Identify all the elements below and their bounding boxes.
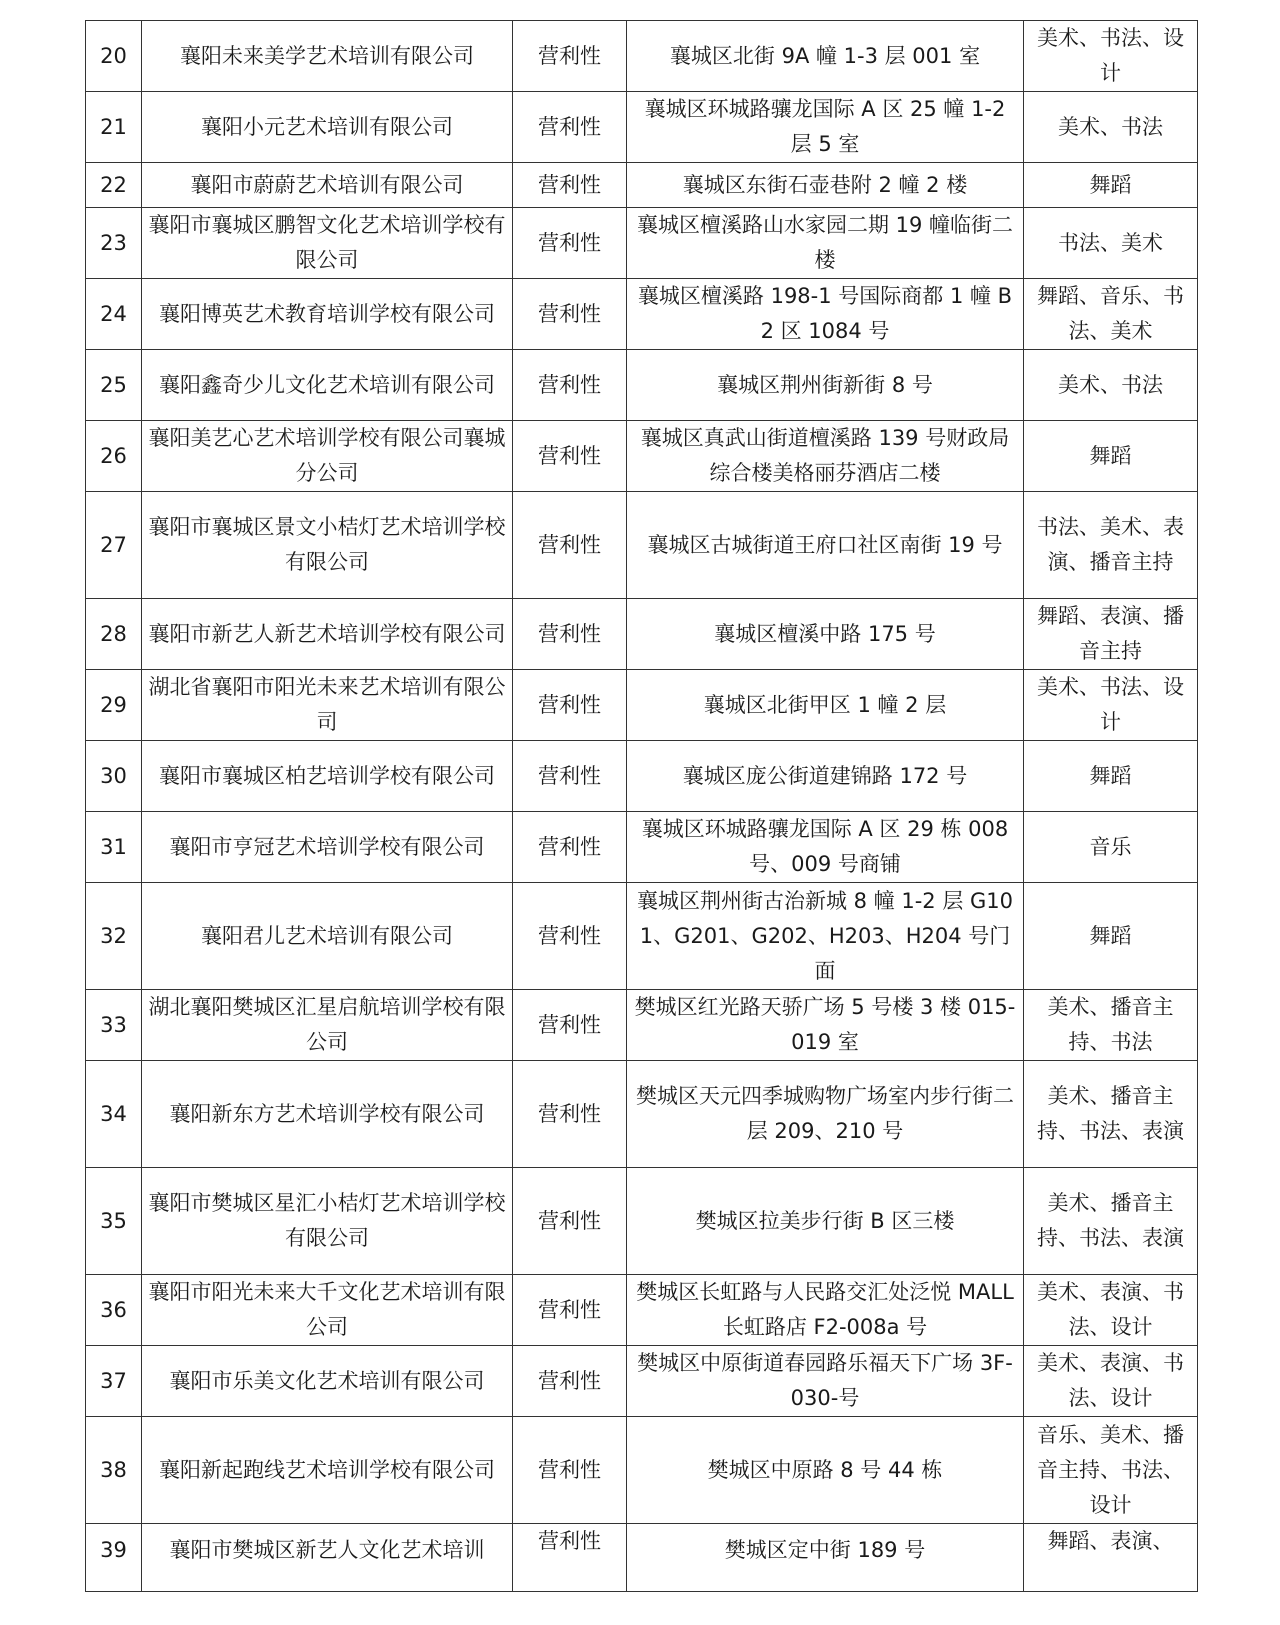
training-category: 美术、书法、设计 bbox=[1024, 21, 1198, 92]
institution-name: 襄阳未来美学艺术培训有限公司 bbox=[142, 21, 513, 92]
institution-name: 襄阳市新艺人新艺术培训学校有限公司 bbox=[142, 599, 513, 670]
table-row bbox=[86, 599, 1198, 670]
institution-name: 湖北省襄阳市阳光未来艺术培训有限公司 bbox=[142, 670, 513, 741]
table-row bbox=[86, 1061, 1198, 1168]
institution-address: 襄城区环城路骧龙国际 A 区 25 幢 1-2 层 5 室 bbox=[627, 92, 1024, 163]
row-number: 37 bbox=[86, 1346, 142, 1417]
row-number: 36 bbox=[86, 1275, 142, 1346]
row-number: 38 bbox=[86, 1417, 142, 1524]
training-category: 美术、播音主持、书法 bbox=[1024, 990, 1198, 1061]
training-category: 舞蹈、表演、播音主持 bbox=[1024, 599, 1198, 670]
institution-type: 营利性 bbox=[513, 990, 627, 1061]
training-category: 书法、美术 bbox=[1024, 208, 1198, 279]
institution-type: 营利性 bbox=[513, 350, 627, 421]
institution-address: 襄城区庞公街道建锦路 172 号 bbox=[627, 741, 1024, 812]
institution-address: 樊城区红光路天骄广场 5 号楼 3 楼 015-019 室 bbox=[627, 990, 1024, 1061]
institution-name: 襄阳市蔚蔚艺术培训有限公司 bbox=[142, 163, 513, 208]
institution-type: 营利性 bbox=[513, 1417, 627, 1524]
institution-type: 营利性 bbox=[513, 1168, 627, 1275]
row-number: 24 bbox=[86, 279, 142, 350]
institution-address: 樊城区天元四季城购物广场室内步行街二层 209、210 号 bbox=[627, 1061, 1024, 1168]
row-number: 22 bbox=[86, 163, 142, 208]
training-category: 美术、表演、书法、设计 bbox=[1024, 1275, 1198, 1346]
training-category: 音乐、美术、播音主持、书法、设计 bbox=[1024, 1417, 1198, 1524]
table-row bbox=[86, 990, 1198, 1061]
table-row bbox=[86, 1346, 1198, 1417]
institution-type: 营利性 bbox=[513, 1275, 627, 1346]
table-body bbox=[86, 21, 1198, 1592]
institution-name: 襄阳市樊城区新艺人文化艺术培训 bbox=[142, 1524, 513, 1592]
row-number: 27 bbox=[86, 492, 142, 599]
institution-type: 营利性 bbox=[513, 208, 627, 279]
institution-name: 襄阳君儿艺术培训有限公司 bbox=[142, 883, 513, 990]
row-number: 30 bbox=[86, 741, 142, 812]
row-number: 39 bbox=[86, 1524, 142, 1592]
training-category: 美术、书法 bbox=[1024, 350, 1198, 421]
row-number: 32 bbox=[86, 883, 142, 990]
institution-type: 营利性 bbox=[513, 492, 627, 599]
row-number: 21 bbox=[86, 92, 142, 163]
training-category: 书法、美术、表演、播音主持 bbox=[1024, 492, 1198, 599]
training-category: 美术、播音主持、书法、表演 bbox=[1024, 1168, 1198, 1275]
row-number: 35 bbox=[86, 1168, 142, 1275]
institution-type: 营利性 bbox=[513, 163, 627, 208]
institution-address: 襄城区荆州街新街 8 号 bbox=[627, 350, 1024, 421]
institution-name: 襄阳新东方艺术培训学校有限公司 bbox=[142, 1061, 513, 1168]
table-row bbox=[86, 1524, 1198, 1592]
table-row bbox=[86, 1417, 1198, 1524]
institution-name: 襄阳博英艺术教育培训学校有限公司 bbox=[142, 279, 513, 350]
training-category: 音乐 bbox=[1024, 812, 1198, 883]
institution-type: 营利性 bbox=[513, 1346, 627, 1417]
table-row bbox=[86, 421, 1198, 492]
training-category: 舞蹈 bbox=[1024, 741, 1198, 812]
row-number: 20 bbox=[86, 21, 142, 92]
institution-type: 营利性 bbox=[513, 21, 627, 92]
table-row bbox=[86, 812, 1198, 883]
institution-address: 樊城区长虹路与人民路交汇处泛悦 MALL 长虹路店 F2-008a 号 bbox=[627, 1275, 1024, 1346]
institution-type: 营利性 bbox=[513, 599, 627, 670]
institution-address: 樊城区中原路 8 号 44 栋 bbox=[627, 1417, 1024, 1524]
table-row bbox=[86, 492, 1198, 599]
institution-address: 襄城区真武山街道檀溪路 139 号财政局综合楼美格丽芬酒店二楼 bbox=[627, 421, 1024, 492]
training-category: 舞蹈 bbox=[1024, 883, 1198, 990]
row-number: 33 bbox=[86, 990, 142, 1061]
institution-name: 襄阳市襄城区鹏智文化艺术培训学校有限公司 bbox=[142, 208, 513, 279]
table-row bbox=[86, 21, 1198, 92]
training-category: 美术、表演、书法、设计 bbox=[1024, 1346, 1198, 1417]
institution-type: 营利性 bbox=[513, 741, 627, 812]
institution-address: 襄城区东街石壶巷附 2 幢 2 楼 bbox=[627, 163, 1024, 208]
institution-type: 营利性 bbox=[513, 812, 627, 883]
institution-address: 樊城区中原街道春园路乐福天下广场 3F-030-号 bbox=[627, 1346, 1024, 1417]
row-number: 31 bbox=[86, 812, 142, 883]
table-row bbox=[86, 92, 1198, 163]
institution-name: 襄阳新起跑线艺术培训学校有限公司 bbox=[142, 1417, 513, 1524]
institution-name: 襄阳市襄城区柏艺培训学校有限公司 bbox=[142, 741, 513, 812]
training-category: 舞蹈 bbox=[1024, 421, 1198, 492]
training-category: 美术、书法、设计 bbox=[1024, 670, 1198, 741]
institution-name: 襄阳市襄城区景文小桔灯艺术培训学校有限公司 bbox=[142, 492, 513, 599]
institution-address: 襄城区檀溪路 198-1 号国际商都 1 幢 B2 区 1084 号 bbox=[627, 279, 1024, 350]
table-row bbox=[86, 163, 1198, 208]
table-row bbox=[86, 670, 1198, 741]
table-row bbox=[86, 1275, 1198, 1346]
training-category: 美术、书法 bbox=[1024, 92, 1198, 163]
institution-name: 襄阳鑫奇少儿文化艺术培训有限公司 bbox=[142, 350, 513, 421]
row-number: 28 bbox=[86, 599, 142, 670]
row-number: 34 bbox=[86, 1061, 142, 1168]
institution-type: 营利性 bbox=[513, 92, 627, 163]
institution-type: 营利性 bbox=[513, 1061, 627, 1168]
institution-type: 营利性 bbox=[513, 421, 627, 492]
institution-address: 襄城区檀溪中路 175 号 bbox=[627, 599, 1024, 670]
institution-address: 樊城区定中街 189 号 bbox=[627, 1524, 1024, 1592]
institution-name: 襄阳市阳光未来大千文化艺术培训有限公司 bbox=[142, 1275, 513, 1346]
training-category: 舞蹈 bbox=[1024, 163, 1198, 208]
institution-name: 襄阳美艺心艺术培训学校有限公司襄城分公司 bbox=[142, 421, 513, 492]
institution-address: 襄城区北街甲区 1 幢 2 层 bbox=[627, 670, 1024, 741]
institution-address: 樊城区拉美步行街 B 区三楼 bbox=[627, 1168, 1024, 1275]
training-category: 美术、播音主持、书法、表演 bbox=[1024, 1061, 1198, 1168]
training-category: 舞蹈、表演、 bbox=[1024, 1524, 1198, 1592]
institution-type: 营利性 bbox=[513, 883, 627, 990]
row-number: 29 bbox=[86, 670, 142, 741]
table-row bbox=[86, 350, 1198, 421]
table-row bbox=[86, 883, 1198, 990]
row-number: 23 bbox=[86, 208, 142, 279]
institution-address: 襄城区环城路骧龙国际 A 区 29 栋 008 号、009 号商铺 bbox=[627, 812, 1024, 883]
institution-name: 襄阳小元艺术培训有限公司 bbox=[142, 92, 513, 163]
institution-name: 湖北襄阳樊城区汇星启航培训学校有限公司 bbox=[142, 990, 513, 1061]
table-row bbox=[86, 741, 1198, 812]
institution-address: 襄城区北街 9A 幢 1-3 层 001 室 bbox=[627, 21, 1024, 92]
row-number: 25 bbox=[86, 350, 142, 421]
table-row bbox=[86, 1168, 1198, 1275]
institution-name: 襄阳市乐美文化艺术培训有限公司 bbox=[142, 1346, 513, 1417]
institution-address: 襄城区古城街道王府口社区南街 19 号 bbox=[627, 492, 1024, 599]
table-row bbox=[86, 279, 1198, 350]
institution-table bbox=[85, 20, 1198, 1592]
institution-type: 营利性 bbox=[513, 670, 627, 741]
institution-name: 襄阳市亨冠艺术培训学校有限公司 bbox=[142, 812, 513, 883]
institution-type: 营利性 bbox=[513, 279, 627, 350]
institution-address: 襄城区荆州街古治新城 8 幢 1-2 层 G101、G201、G202、H203、H204 号门面 bbox=[627, 883, 1024, 990]
institution-type: 营利性 bbox=[513, 1524, 627, 1592]
training-category: 舞蹈、音乐、书法、美术 bbox=[1024, 279, 1198, 350]
institution-name: 襄阳市樊城区星汇小桔灯艺术培训学校有限公司 bbox=[142, 1168, 513, 1275]
institution-address: 襄城区檀溪路山水家园二期 19 幢临街二楼 bbox=[627, 208, 1024, 279]
table-row bbox=[86, 208, 1198, 279]
row-number: 26 bbox=[86, 421, 142, 492]
